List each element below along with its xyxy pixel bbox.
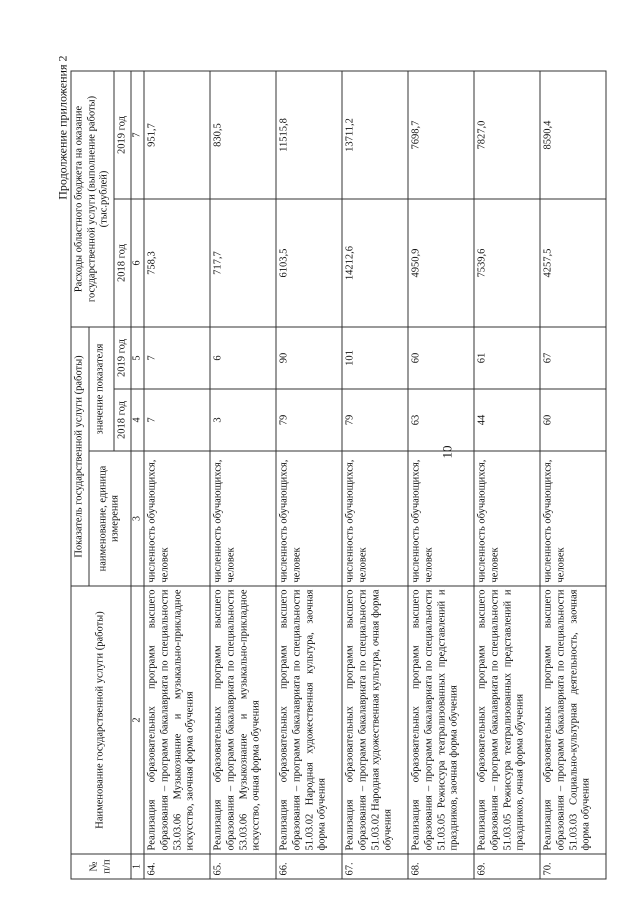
service-name: Реализация образовательных программ высшего образования – программ бакалавриата по специальности 51.03.02 Народная художественная культура, заочная форма обучения (276, 586, 342, 854)
header-expenses: Расходы областного бюджета на оказание государственной услуги (выполнение работы) (тыс.рублей) (71, 71, 114, 327)
col-number: 7 (131, 71, 144, 199)
value-2018: 79 (276, 389, 342, 451)
row-num: 67. (342, 854, 408, 879)
indicator-unit: численность обучающихся, человек (408, 451, 474, 586)
rotated-page (1, 0, 640, 905)
value-2018: 7 (144, 389, 210, 451)
expenses-2019: 951,7 (144, 71, 210, 199)
table-header (71, 71, 144, 879)
value-2019: 67 (540, 327, 606, 389)
col-number: 3 (131, 451, 144, 586)
header-expenses-2019: 2019 год (114, 71, 132, 199)
expenses-2018: 4257,5 (540, 199, 606, 327)
indicator-unit: численность обучающихся, человек (276, 451, 342, 586)
table-row (540, 71, 606, 879)
header-num: № п/п (71, 854, 131, 879)
row-num: 68. (408, 854, 474, 879)
table-row (144, 71, 210, 879)
row-num: 64. (144, 854, 210, 879)
col-number: 5 (131, 327, 144, 389)
value-2018: 60 (540, 389, 606, 451)
header-indicator: Показатель государственной услуги (работы) (71, 327, 89, 586)
expenses-2019: 7827,0 (474, 71, 540, 199)
header-expenses-2018: 2018 год (114, 199, 132, 327)
services-table (71, 70, 607, 879)
indicator-unit: численность обучающихся, человек (210, 451, 276, 586)
value-2019: 90 (276, 327, 342, 389)
value-2018: 44 (474, 389, 540, 451)
service-name: Реализация образовательных программ высшего образования – программ бакалавриата по специальности 51.03.02 Народная художественная культура, очная форма обучения (342, 586, 408, 854)
header-value-2018: 2018 год (114, 389, 132, 451)
row-num: 70. (540, 854, 606, 879)
indicator-unit: численность обучающихся, человек (540, 451, 606, 586)
expenses-2018: 4950,9 (408, 199, 474, 327)
expenses-2018: 14212,6 (342, 199, 408, 327)
row-num: 69. (474, 854, 540, 879)
table-row (276, 71, 342, 879)
value-2019: 61 (474, 327, 540, 389)
header-value-2019: 2019 год (114, 327, 132, 389)
value-2019: 7 (144, 327, 210, 389)
indicator-unit: численность обучающихся, человек (474, 451, 540, 586)
value-2019: 6 (210, 327, 276, 389)
expenses-2019: 830,5 (210, 71, 276, 199)
value-2018: 79 (342, 389, 408, 451)
col-number: 6 (131, 199, 144, 327)
header-service: Наименование государственной услуги (работы) (71, 586, 131, 854)
page-number: 10 (439, 445, 455, 459)
header-value: значение показателя (89, 327, 114, 451)
table-row (210, 71, 276, 879)
indicator-unit: численность обучающихся, человек (144, 451, 210, 586)
service-name: Реализация образовательных программ высшего образования – программ бакалавриата по специальности 51.03.03 Социально-культурная деятельность, заочная форма обучения (540, 586, 606, 854)
col-number: 2 (131, 586, 144, 854)
expenses-2018: 758,3 (144, 199, 210, 327)
service-name: Реализация образовательных программ высшего образования – программ бакалавриата по специальности 51.03.05 Режиссура театрализованных представлений и праздников, заочная форма обучения (408, 586, 474, 854)
col-number: 4 (131, 389, 144, 451)
service-name: Реализация образовательных программ высшего образования – программ бакалавриата по специальности 53.03.06 Музыкознание и музыкально-прикладное искусство, очная форма обучения (210, 586, 276, 854)
service-name: Реализация образовательных программ высшего образования – программ бакалавриата по специальности 53.03.06 Музыкознание и музыкально-прикладное искусство, заочная форма обучения (144, 586, 210, 854)
indicator-unit: численность обучающихся, человек (342, 451, 408, 586)
expenses-2018: 717,7 (210, 199, 276, 327)
table-row (342, 71, 408, 879)
expenses-2018: 6103,5 (276, 199, 342, 327)
value-2019: 101 (342, 327, 408, 389)
appendix-caption: Продолжение приложения 2 (55, 55, 70, 200)
table-row (408, 71, 474, 879)
expenses-2019: 11515,8 (276, 71, 342, 199)
value-2018: 3 (210, 389, 276, 451)
row-num: 65. (210, 854, 276, 879)
table-body (144, 71, 606, 879)
row-num: 66. (276, 854, 342, 879)
value-2018: 63 (408, 389, 474, 451)
expenses-2018: 7539,6 (474, 199, 540, 327)
expenses-2019: 7698,7 (408, 71, 474, 199)
header-unit: наименование, единица измерения (89, 451, 132, 586)
value-2019: 60 (408, 327, 474, 389)
service-name: Реализация образовательных программ высшего образования – программ бакалавриата по специальности 51.03.05 Режиссура театрализованных представлений и праздников, очная форма обучения (474, 586, 540, 854)
expenses-2019: 13711,2 (342, 71, 408, 199)
col-number: 1 (131, 854, 144, 879)
table-row (474, 71, 540, 879)
expenses-2019: 8590,4 (540, 71, 606, 199)
